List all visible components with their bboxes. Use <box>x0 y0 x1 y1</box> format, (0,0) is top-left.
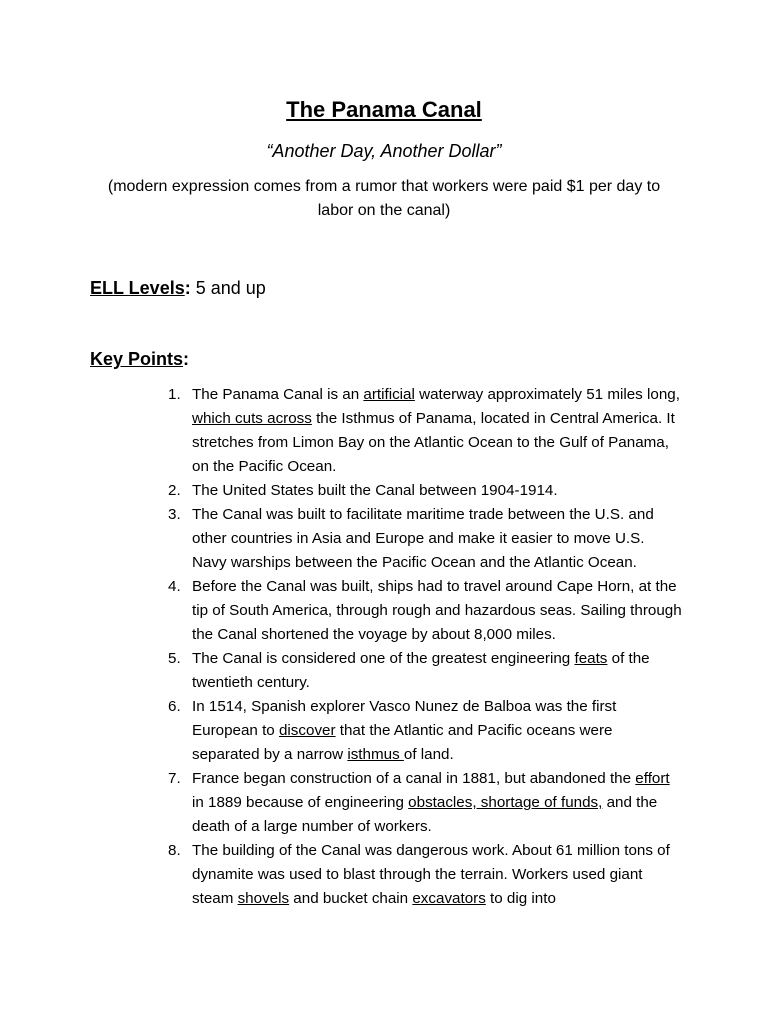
key-point-text: and the death of a large number of workers. <box>192 794 658 835</box>
key-points-heading <box>90 346 189 372</box>
key-point-text: waterway approximately 51 miles long, <box>414 386 680 403</box>
key-point-text: Before the Canal was built, ships had to travel around Cape Horn, at the tip of South America, through rough and hazardous seas. Sailing through the Canal shortened the voyage by about 8,000 miles. <box>192 578 682 643</box>
key-point-text: of land. <box>403 746 454 763</box>
key-point-vocab-term: which cuts across <box>192 410 312 427</box>
key-points-label: Key Points <box>90 349 184 369</box>
key-point-vocab-term: excavators <box>412 890 486 907</box>
key-point-item <box>168 575 682 647</box>
key-point-number: 8. <box>168 842 181 859</box>
key-point-text: In 1514, Spanish explorer Vasco Nunez de Balboa was the first European to <box>192 698 617 739</box>
key-point-number: 5. <box>168 650 181 667</box>
document-title: The Panama Canal <box>286 97 482 122</box>
key-point-vocab-term: effort <box>635 770 670 787</box>
key-point-number: 4. <box>168 578 181 595</box>
expression-note: (modern expression comes from a rumor that workers were paid $1 per day to labor on the canal) <box>107 178 661 219</box>
key-point-vocab-term: obstacles, shortage of funds, <box>408 794 603 811</box>
key-points-list <box>168 383 682 911</box>
key-point-number: 3. <box>168 506 181 523</box>
key-point-text: France began construction of a canal in 1881, but abandoned the <box>192 770 636 787</box>
key-point-text: in 1889 because of engineering <box>192 794 409 811</box>
key-point-item <box>168 647 682 695</box>
ell-levels <box>90 275 266 301</box>
key-point-text: The building of the Canal was dangerous work. About 61 million tons of dynamite was used to blast through the terrain. Workers used giant steam <box>192 842 670 907</box>
key-point-text: to dig into <box>485 890 556 907</box>
key-point-item <box>168 839 682 911</box>
ell-levels-colon: : <box>184 278 191 298</box>
key-point-number: 2. <box>168 482 181 499</box>
key-point-text: The Canal was built to facilitate maritime trade between the U.S. and other countries in Asia and Europe and make it easier to move U.S. Navy warships between the Pacific Ocean and the Atlantic Ocean. <box>192 506 654 571</box>
key-point-text: of the twentieth century. <box>192 650 650 691</box>
key-point-item <box>168 695 682 767</box>
key-point-item <box>168 767 682 839</box>
key-point-text: The United States built the Canal between 1904-1914. <box>192 482 558 499</box>
ell-levels-value: 5 and up <box>190 278 266 298</box>
key-point-text: the Isthmus of Panama, located in Central America. It stretches from Limon Bay on the Atlantic Ocean to the Gulf of Panama, on the Pacific Ocean. <box>192 410 675 475</box>
key-point-item <box>168 479 682 503</box>
key-point-vocab-term: isthmus <box>347 746 404 763</box>
key-point-vocab-term: artificial <box>363 386 415 403</box>
key-points-colon: : <box>183 349 190 369</box>
key-point-text: The Panama Canal is an <box>192 386 364 403</box>
key-point-vocab-term: discover <box>278 722 336 739</box>
key-point-number: 7. <box>168 770 181 787</box>
key-point-number: 6. <box>168 698 181 715</box>
key-point-vocab-term: shovels <box>237 890 290 907</box>
key-point-text: and bucket chain <box>289 890 413 907</box>
ell-levels-label: ELL Levels <box>90 278 185 298</box>
key-point-text: that the Atlantic and Pacific oceans were separated by a narrow <box>192 722 613 763</box>
key-point-vocab-term: feats <box>574 650 608 667</box>
key-point-number: 1. <box>168 386 181 403</box>
document-subtitle: “Another Day, Another Dollar” <box>266 141 502 161</box>
key-point-item <box>168 383 682 479</box>
key-point-item <box>168 503 682 575</box>
key-point-text: The Canal is considered one of the greatest engineering <box>192 650 575 667</box>
